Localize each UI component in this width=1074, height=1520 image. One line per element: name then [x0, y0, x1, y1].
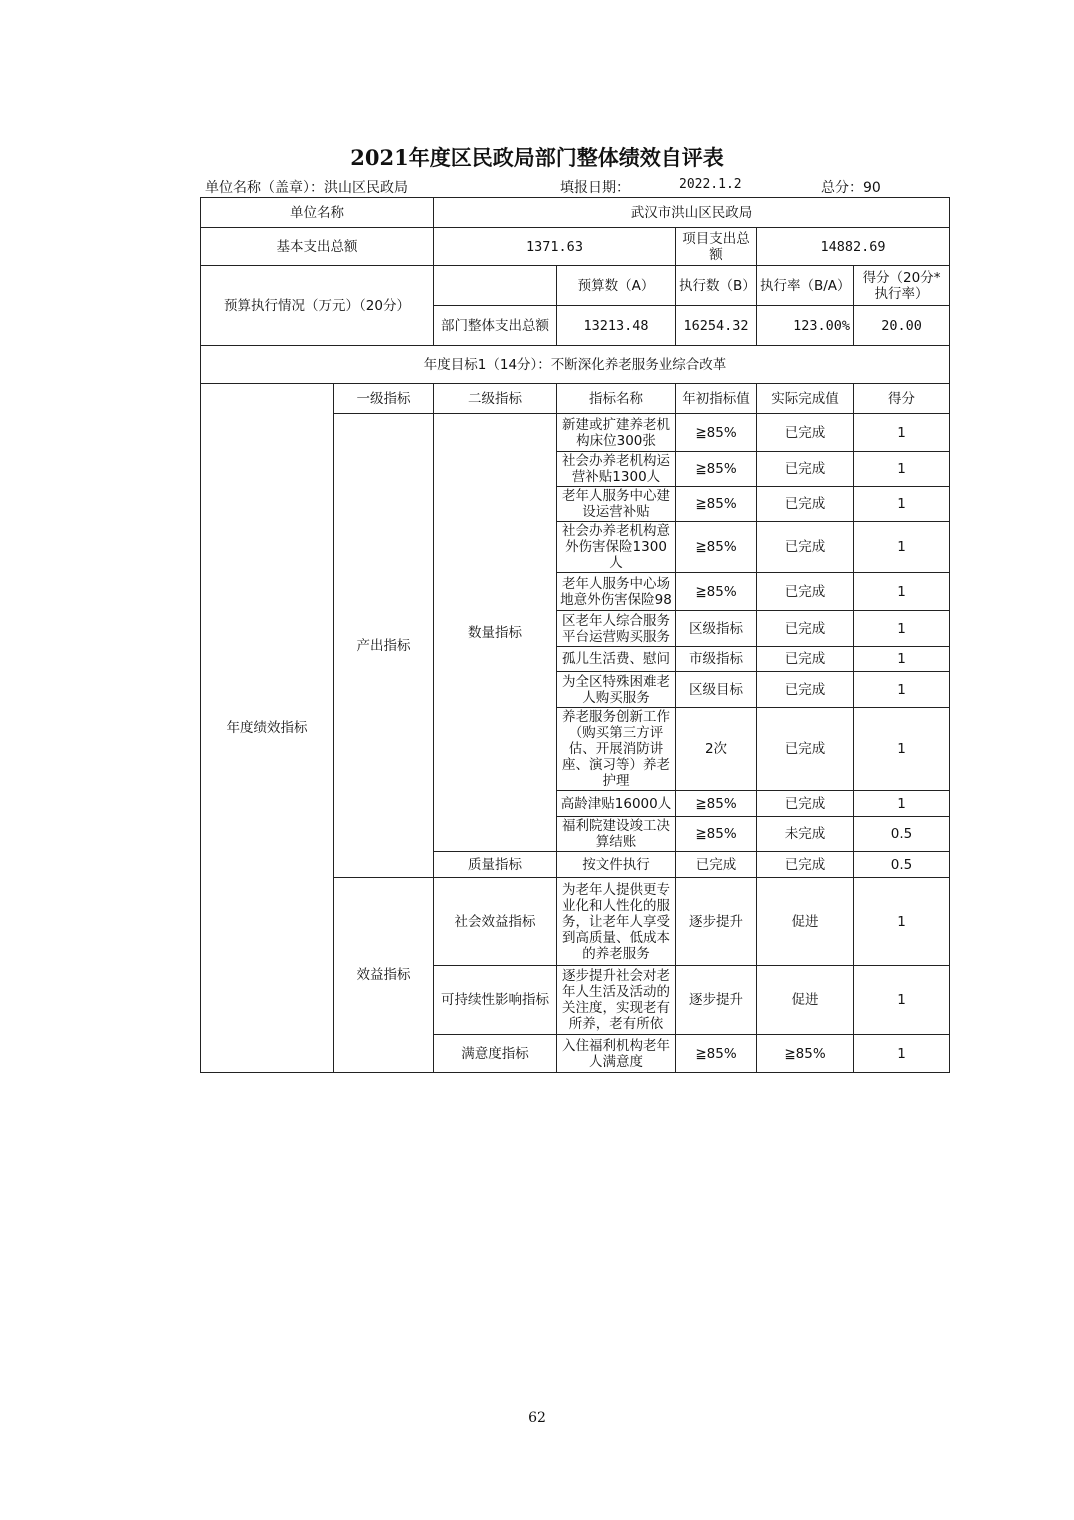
indicator-score: 1 [854, 1035, 950, 1073]
indicator-name: 福利院建设竣工决算结账 [557, 817, 676, 852]
indicator-target: ≧85% [676, 414, 757, 452]
indicator-name: 入住福利机构老年人满意度 [557, 1035, 676, 1073]
goal-row [201, 346, 950, 384]
budget-header-row [201, 266, 950, 306]
score-col-header: 得分（20分*执行率） [854, 266, 950, 306]
rate-value: 123.00% [757, 306, 854, 346]
empty-cell [434, 266, 557, 306]
indicator-target: ≧85% [676, 817, 757, 852]
indicator-actual: 促进 [757, 966, 854, 1035]
indicator-actual: 已完成 [757, 452, 854, 487]
indicator-score: 1 [854, 878, 950, 966]
annual-goal: 年度目标1（14分）：不断深化养老服务业综合改革 [201, 346, 950, 384]
indicator-target: 2次 [676, 708, 757, 791]
header-score: 得分 [854, 384, 950, 414]
indicator-name: 高龄津贴16000人 [557, 791, 676, 817]
indicator-actual: 已完成 [757, 852, 854, 878]
perf-label: 年度绩效指标 [201, 384, 334, 1073]
header-level2: 二级指标 [434, 384, 557, 414]
budget-value: 13213.48 [557, 306, 676, 346]
unit-name: 单位名称（盖章）：洪山区民政局 [205, 180, 408, 196]
indicator-name: 老年人服务中心建设运营补贴 [557, 487, 676, 522]
exec-value: 16254.32 [676, 306, 757, 346]
output-indicator: 产出指标 [334, 414, 434, 878]
evaluation-table [200, 197, 950, 1073]
indicator-actual: 已完成 [757, 791, 854, 817]
indicator-actual: 未完成 [757, 817, 854, 852]
indicator-score: 1 [854, 487, 950, 522]
budget-col-header: 预算数（A） [557, 266, 676, 306]
total-score: 总分：90 [821, 180, 881, 196]
indicator-score: 1 [854, 522, 950, 573]
indicator-name: 为老年人提供更专业化和人性化的服务，让老年人享受到高质量、低成本的养老服务 [557, 878, 676, 966]
indicator-target: ≧85% [676, 487, 757, 522]
indicator-target: 区级指标 [676, 611, 757, 647]
indicator-score: 1 [854, 966, 950, 1035]
indicator-score: 1 [854, 708, 950, 791]
indicator-name: 新建或扩建养老机构床位300张 [557, 414, 676, 452]
indicator-target: 逐步提升 [676, 966, 757, 1035]
unit-label: 单位名称 [201, 198, 434, 228]
indicator-actual: 已完成 [757, 573, 854, 611]
indicator-name: 为全区特殊困难老人购买服务 [557, 672, 676, 708]
indicator-score: 1 [854, 573, 950, 611]
expense-row [201, 228, 950, 266]
header-actual: 实际完成值 [757, 384, 854, 414]
indicator-actual: 已完成 [757, 672, 854, 708]
indicator-actual: 已完成 [757, 414, 854, 452]
indicator-score: 1 [854, 672, 950, 708]
indicator-actual: 已完成 [757, 611, 854, 647]
date-label: 填报日期： [560, 180, 630, 196]
indicator-score: 0.5 [854, 852, 950, 878]
budget-row-label: 部门整体支出总额 [434, 306, 557, 346]
header-target: 年初指标值 [676, 384, 757, 414]
indicator-header-row [201, 384, 950, 414]
project-expense-label: 项目支出总额 [676, 228, 757, 266]
indicator-target: ≧85% [676, 452, 757, 487]
indicator-name: 逐步提升社会对老年人生活及活动的关注度，实现老有所养，老有所依 [557, 966, 676, 1035]
indicator-actual: 已完成 [757, 647, 854, 672]
indicator-name: 养老服务创新工作（购买第三方评估、开展消防讲座、演习等）养老护理 [557, 708, 676, 791]
date-value: 2022.1.2 [679, 177, 742, 192]
indicator-name: 孤儿生活费、慰问 [557, 647, 676, 672]
page-title: 2021年度区民政局部门整体绩效自评表 [350, 145, 724, 170]
indicator-target: ≧85% [676, 522, 757, 573]
basic-expense-label: 基本支出总额 [201, 228, 434, 266]
score-value: 20.00 [854, 306, 950, 346]
indicator-actual: 已完成 [757, 487, 854, 522]
indicator-name: 社会办养老机构意外伤害保险1300人 [557, 522, 676, 573]
header-name: 指标名称 [557, 384, 676, 414]
indicator-name: 区老年人综合服务平台运营购买服务 [557, 611, 676, 647]
quality-indicator: 质量指标 [434, 852, 557, 878]
exec-col-header: 执行数（B） [676, 266, 757, 306]
indicator-actual: ≧85% [757, 1035, 854, 1073]
indicator-target: 已完成 [676, 852, 757, 878]
unit-value: 武汉市洪山区民政局 [434, 198, 950, 228]
page-number: 62 [528, 1410, 546, 1426]
indicator-target: 市级指标 [676, 647, 757, 672]
project-expense-value: 14882.69 [757, 228, 950, 266]
unit-row [201, 198, 950, 228]
indicator-name: 按文件执行 [557, 852, 676, 878]
indicator-score: 0.5 [854, 817, 950, 852]
rate-col-header: 执行率（B/A） [757, 266, 854, 306]
indicator-target: ≧85% [676, 573, 757, 611]
header-level1: 一级指标 [334, 384, 434, 414]
benefit-indicator: 效益指标 [334, 878, 434, 1073]
quantity-indicator: 数量指标 [434, 414, 557, 852]
indicator-target: ≧85% [676, 791, 757, 817]
indicator-actual: 促进 [757, 878, 854, 966]
indicator-score: 1 [854, 647, 950, 672]
indicator-target: ≧85% [676, 1035, 757, 1073]
basic-expense-value: 1371.63 [434, 228, 676, 266]
indicator-score: 1 [854, 414, 950, 452]
indicator-actual: 已完成 [757, 708, 854, 791]
indicator-target: 逐步提升 [676, 878, 757, 966]
indicator-actual: 已完成 [757, 522, 854, 573]
budget-label: 预算执行情况（万元）（20分） [201, 266, 434, 346]
indicator-score: 1 [854, 791, 950, 817]
indicator-target: 区级目标 [676, 672, 757, 708]
satisfaction-indicator: 满意度指标 [434, 1035, 557, 1073]
indicator-name: 老年人服务中心场地意外伤害保险98 [557, 573, 676, 611]
social-indicator: 社会效益指标 [434, 878, 557, 966]
indicator-score: 1 [854, 611, 950, 647]
indicator-name: 社会办养老机构运营补贴1300人 [557, 452, 676, 487]
indicator-score: 1 [854, 452, 950, 487]
sustainability-indicator: 可持续性影响指标 [434, 966, 557, 1035]
